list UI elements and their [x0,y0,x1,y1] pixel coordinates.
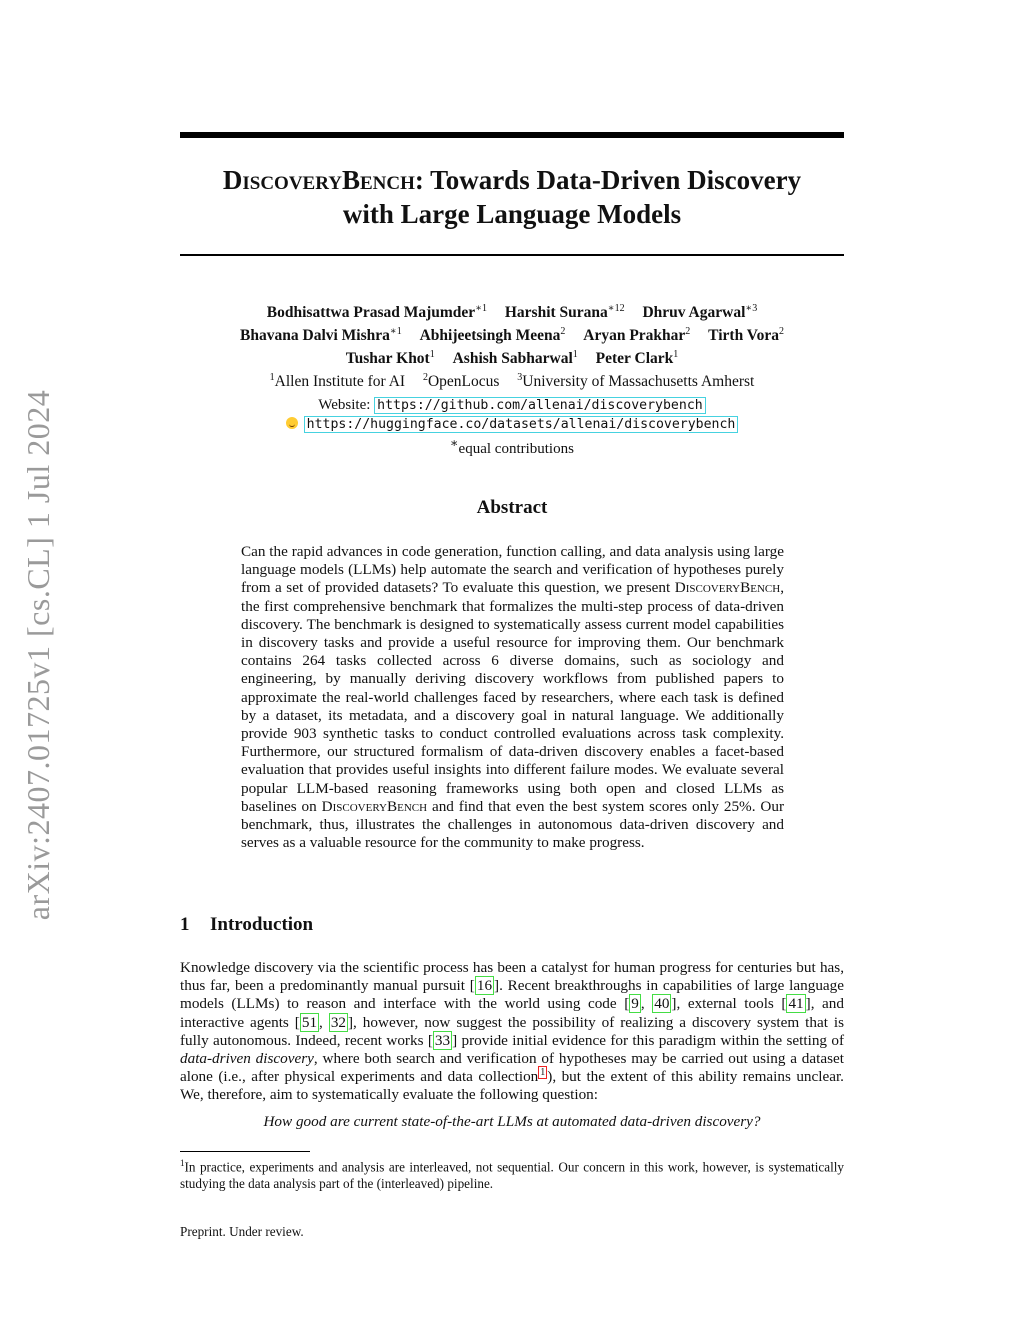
paper-title [180,163,844,231]
text-run: , [640,995,653,1013]
author-name: Aryan Prakhar [583,327,686,345]
abstract-part: and find that even the best system scores only 25%. Our benchmark, thus, illustrates the challenges in autonomous data-driven discovery and serves as a valuable resource for the community to make progress. [241,797,784,852]
citation-link[interactable]: 33 [434,1031,451,1049]
citation-link[interactable]: 40 [654,995,670,1013]
website-link[interactable]: https://github.com/allenai/discoverybench [374,397,706,414]
author-row [180,322,844,345]
author-affil: ∗3 [745,303,758,314]
website-label: Website: [318,397,375,413]
author-name: Tirth Vora [708,327,779,345]
author-affil: 2 [685,326,691,338]
affiliation: University of Massachusetts Amherst [522,373,755,391]
citation-link[interactable]: 16 [476,977,493,995]
author-name: Harshit Surana [504,304,608,322]
abstract-part: , the first comprehensive benchmark that formalizes the multi-step process of data-driven discovery. The benchmark is designed to systematically assess current model capabilities in discovery tasks and provide a useful resource for improving them. Our benchmark contains 264 tasks collected across 6 diverse domains, such as sociology and engineering, by manually deriving discovery workflows from published papers to approximate the real-world challenges faced by researchers, where each task is defined by a dataset, its metadata, and a discovery goal in natural language. We additionally provide 903 synthetic tasks to conduct controlled evaluations across task complexity. Furthermore, our structured formalism of data-driven discovery enables a facet-based evaluation that provides useful insights into different failure modes. We evaluate several popular LLM-based reasoning frameworks using both open and closed LLMs as baselines on [241,579,784,815]
equal-contributions: equal contributions [458,441,574,457]
text-run: ], external tools [ [671,995,787,1013]
abstract-part: Can the rapid advances in code generation, function calling, and data analysis using large language models (LLMs) help automate the search and verification of hypotheses purely from a set of provided datasets? To evaluate this question, we present [241,543,784,597]
abstract-heading: Abstract [476,497,548,518]
author-affil: ∗1 [389,326,402,338]
text-run: ] provide initial evidence for this paradigm within the setting of [452,1031,845,1049]
affiliation: OpenLocus [427,373,500,391]
affil-num: 1 [269,372,275,384]
hugging-face-icon [286,417,298,429]
text-run: ), but the extent of this ability remains unclear. We, therefore, aim to systematically evaluate the following question: [180,1068,844,1104]
author-name: Peter Clark [595,350,674,368]
benchmark-name: DiscoveryBench [222,165,415,195]
footnote-number: 1 [180,1158,185,1168]
author-name: Abhijeetsingh Meena [419,327,561,345]
author-name: Dhruv Agarwal [642,304,746,322]
equal-marker: ∗ [450,436,459,450]
section-number: 1 [180,914,190,935]
text-run: , [319,1013,329,1031]
affil-num: 2 [422,372,428,384]
author-block [180,299,844,392]
affiliations [180,368,844,391]
text-run: Knowledge discovery via the scientific process has been a catalyst for human progress for centuries but has, thus far, been a predominantly manual pursuit [ [180,959,844,995]
author-row [180,299,844,322]
author-affil: ∗1 [475,303,487,314]
affiliation: Allen Institute for AI [274,373,406,391]
benchmark-name-inline: DiscoveryBench [321,797,428,815]
footnote-text: In practice, experiments and analysis are interleaved, not sequential. Our concern in this work, however, is systematically studying the data analysis part of the (interleaved) pipeline. [180,1159,844,1191]
title-line1: : Towards Data-Driven Discovery [414,165,802,195]
title-line2: with Large Language Models [342,199,682,229]
author-name: Tushar Khot [345,350,430,368]
emphasis: data-driven discovery [180,1050,314,1068]
author-name: Ashish Sabharwal [452,350,573,368]
title-top-rule [180,132,844,138]
author-affil: 1 [673,349,679,361]
affil-num: 3 [517,372,523,384]
text-run: , where both search and verification of hypotheses may be carried out using a dataset alone (i.e., after physical experiments and data collection [180,1050,844,1086]
citation-link[interactable]: 41 [788,995,804,1013]
text-run: ], and interactive agents [ [180,995,844,1031]
arxiv-stamp: arXiv:2407.01725v1 [cs.CL] 1 Jul 2024 [20,389,56,921]
author-affil: 2 [560,326,566,338]
section-title: Introduction [210,914,314,935]
author-affil: 2 [778,326,784,338]
citation-link[interactable]: 9 [631,995,639,1013]
author-name: Bhavana Dalvi Mishra [240,327,390,345]
citation-link[interactable]: 51 [301,1013,318,1031]
author-affil: ∗12 [607,303,625,314]
abstract-text [241,543,784,852]
section-heading [180,914,313,936]
text-run: ], however, now suggest the possibility of realizing a discovery system that is fully autonomous. Indeed, recent works [ [180,1013,845,1049]
author-affil: 1 [429,349,435,361]
research-question: How good are current state-of-the-art LLMs at automated data-driven discovery? [263,1113,761,1130]
footnote-rule [180,1151,310,1152]
links-block [180,396,844,459]
text-run: ]. Recent breakthroughs in capabilities of large language models (LLMs) to reason and interface with the world using code [ [180,977,844,1013]
author-row [180,345,844,368]
title-bottom-rule [180,254,844,256]
benchmark-name-inline: DiscoveryBench [674,579,781,597]
author-name: Bodhisattwa Prasad Majumder [266,304,476,322]
footnote-link[interactable]: 1 [540,1067,546,1079]
author-affil: 1 [572,349,578,361]
preprint-notice: Preprint. Under review. [180,1224,304,1239]
citation-link[interactable]: 32 [330,1013,346,1031]
huggingface-link[interactable]: https://huggingface.co/datasets/allenai/discoverybench [304,416,739,433]
footnote [180,1155,844,1192]
intro-paragraph [180,959,844,1105]
